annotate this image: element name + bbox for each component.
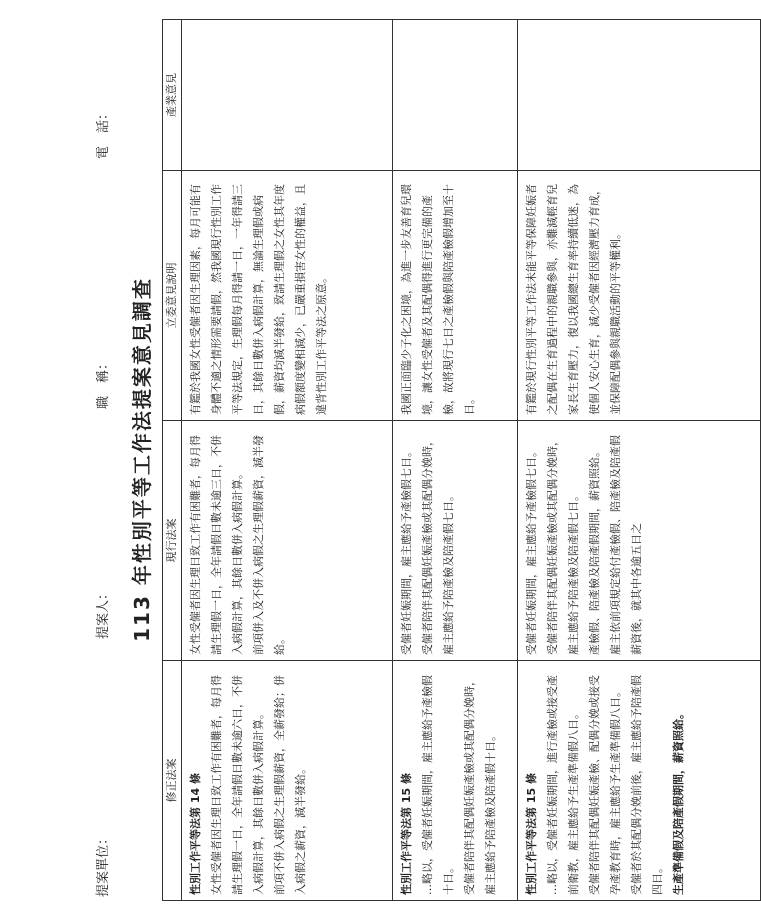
reason-text: 我國正面臨少子化之困境，為進一步友善育兒環境，讓女性受僱者及其配偶得進行更完備的產檢，故將現行七日之產檢假與陪產檢假增加至十日。	[400, 184, 476, 415]
industry-opinion-cell[interactable]	[182, 20, 393, 171]
article-title: 性別工作平等法第 14 條	[189, 773, 202, 895]
page-title: 113 年性別平等工作法提案意見調查	[130, 277, 154, 642]
phone-label: 電 話：	[96, 106, 111, 159]
current-law-text: 女性受僱者因生理日致工作有困難者，每月得請生理假一日，全年請假日數未逾三日，不併入病假計算，其餘日數併入病假計算。	[189, 435, 244, 655]
industry-opinion-cell[interactable]	[393, 20, 518, 171]
current-law-text: 產檢假、陪產檢及陪產假期間，薪資照給。	[588, 446, 601, 655]
amendment-text: 前項不併入病假之生理假薪資，全薪發給；併入病假之薪資，減半發給。	[273, 675, 307, 895]
amendment-cell	[518, 661, 761, 901]
table-row	[182, 20, 393, 901]
reason-cell	[182, 171, 393, 421]
col-header-industry: 產業意見	[163, 20, 182, 171]
amendment-text: 生產準備假及陪產假期間，薪資照給。	[672, 708, 685, 895]
reason-text: 有鑑於我國女性受僱者因生理因素，每月可能有身體不適之情形需要請假，然我國現行性別工作平等法規定，生理假每月得請一日，一年得請三日，其餘日數併入病假計算，無論生理假或病假，薪資均減半發給，致請生理假之女性其年度病假額度變相減少，已嚴重損害女性的權益，且違背性別工作平等法之原意。	[189, 184, 328, 415]
amendment-text: …略以，受僱者妊娠期間，雇主應給予產檢假十日。	[421, 675, 455, 895]
job-title-label: 職 稱：	[96, 356, 111, 409]
amendment-text: 受僱者於其配偶分娩前後，雇主應給予陪產假四日。	[630, 675, 664, 895]
amendment-text: 女性受僱者因生理日致工作有困難者，每月得請生理假一日，全年請假日數未逾六日，不併入病假計算，其餘日數併入病假計算。	[210, 675, 265, 895]
amendment-text: …略以，受僱者妊娠期間，進行產檢或接受產前衛教，雇主應給予生產準備假八日。	[546, 675, 580, 895]
current-law-text: 受僱者陪伴其配偶妊娠產檢或其配偶分娩時，雇主應給予陪產檢及陪產假七日。	[546, 435, 580, 655]
current-law-cell	[393, 421, 518, 661]
current-law-text: 雇主依前項規定給付產檢假、陪產檢及陪產假薪資後，就其中各逾五日之	[609, 435, 643, 655]
proposal-unit-label: 提案單位：	[96, 831, 111, 897]
table-row	[518, 20, 761, 901]
current-law-text: 受僱者陪伴其配偶妊娠產檢或其配偶分娩時，雇主應給予陪產檢及陪產假七日。	[421, 435, 455, 655]
col-header-amendment: 修正法案	[163, 661, 182, 901]
reason-cell	[518, 171, 761, 421]
current-law-cell	[182, 421, 393, 661]
current-law-text: 前項併入及不併入病假之生理假薪資，減半發給。	[252, 435, 286, 655]
reason-cell	[393, 171, 518, 421]
article-title: 性別工作平等法第 15 條	[525, 773, 538, 895]
col-header-current: 現行法案	[163, 421, 182, 661]
table-header-row	[163, 20, 182, 901]
current-law-text: 受僱者妊娠期間，雇主應給予產檢假七日。	[525, 446, 538, 655]
amendment-text: 受僱者陪伴其配偶妊娠產檢、配偶分娩或接受孕產教育時，雇主應給予生產準備假八日。	[588, 675, 622, 895]
amendment-cell	[393, 661, 518, 901]
current-law-cell	[518, 421, 761, 661]
table-row	[393, 20, 518, 901]
proposer-label: 提案人：	[96, 586, 111, 639]
amendment-cell	[182, 661, 393, 901]
current-law-text: 受僱者妊娠期間，雇主應給予產檢假七日。	[400, 446, 413, 655]
amendment-text: 受僱者陪伴其配偶妊娠產檢或其配偶分娩時，雇主應給予陪產檢及陪產假十日。	[463, 675, 497, 895]
reason-text: 有鑑於現行性別平等工作法未能平等保障妊娠者之配偶在生育過程中的親職參與，亦難減輕育兒家長生育壓力，復以我國總生育率持續低迷，為使個人安心生育，減少受僱者因經濟壓力育成，並保障配偶參與親職活動的平等權利。	[525, 184, 622, 415]
article-title: 性別工作平等法第 15 條	[400, 773, 413, 895]
industry-opinion-cell[interactable]	[518, 20, 761, 171]
col-header-reason: 立委意見說明	[163, 171, 182, 421]
survey-table	[162, 19, 761, 901]
